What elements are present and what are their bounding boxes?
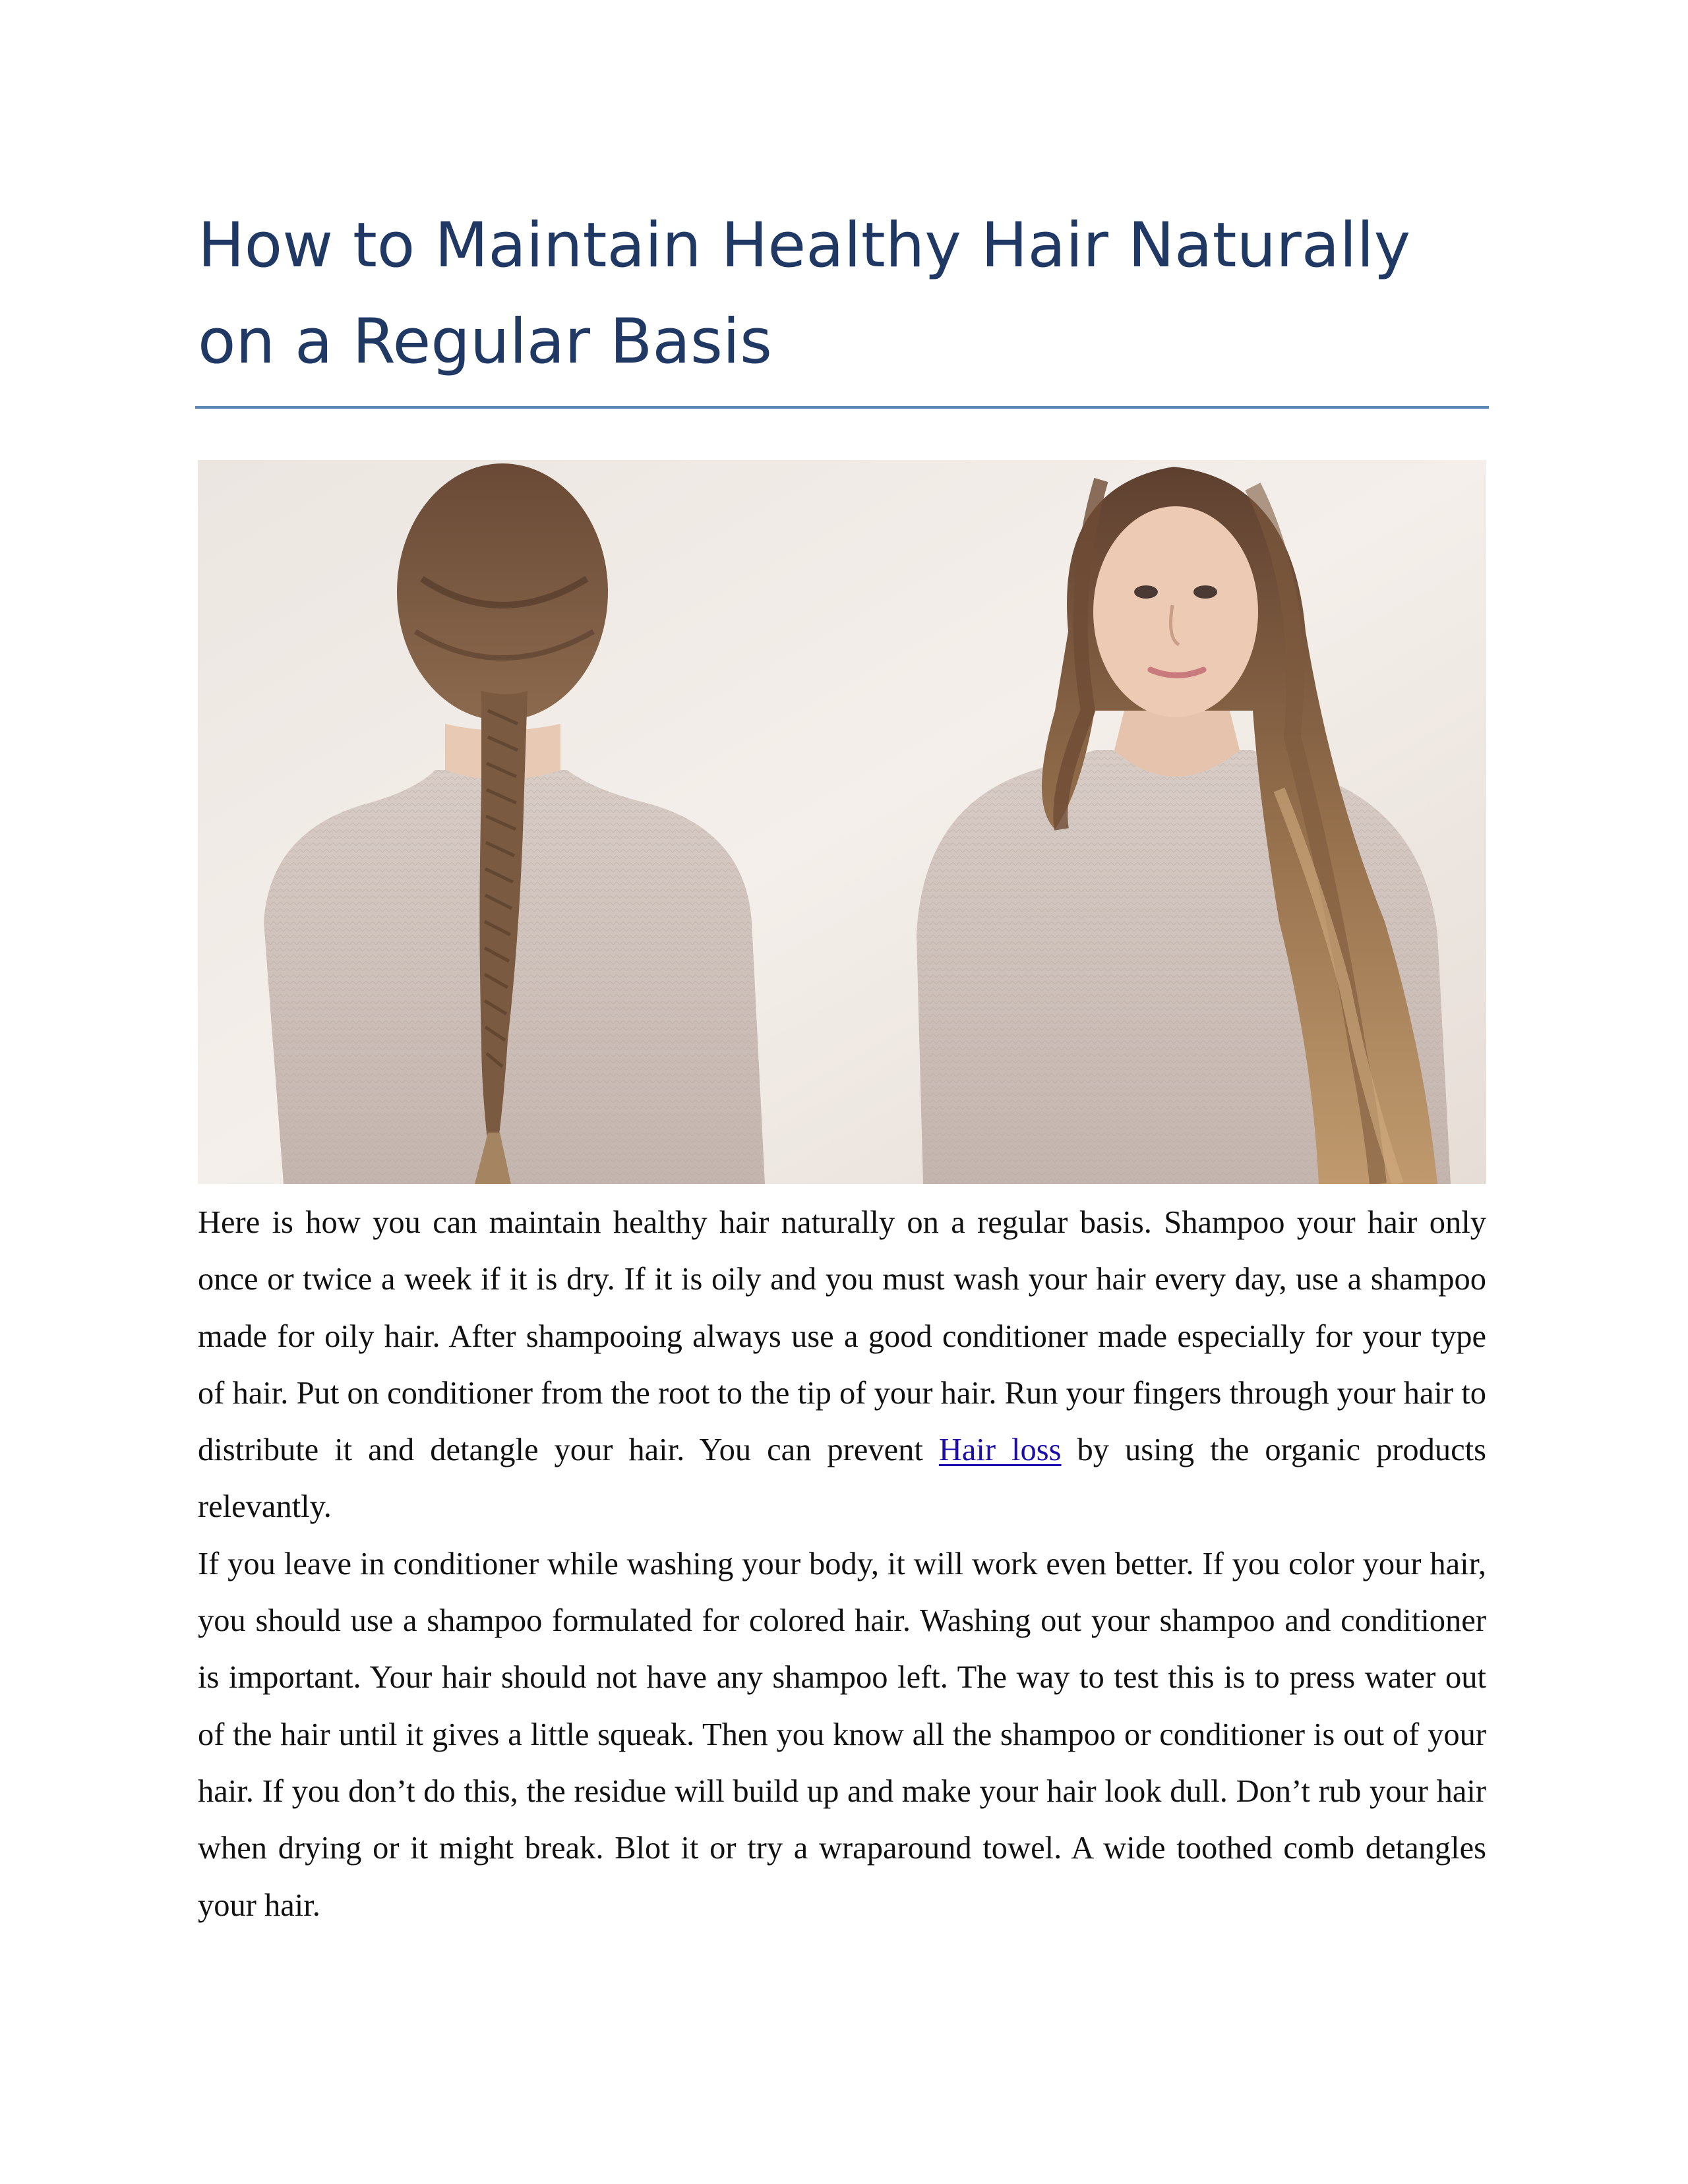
article-body (198, 1195, 1486, 1934)
hair-loss-link[interactable]: Hair loss (938, 1432, 1062, 1468)
page-title: How to Maintain Healthy Hair Naturally on a Regular Basis (198, 210, 1411, 378)
paragraph-1-text-end: by using the organic products relevantly. (198, 1432, 1487, 1525)
hair-photo (198, 460, 1486, 1184)
title-divider (195, 406, 1489, 409)
paragraph-1-text: Here is how you can maintain healthy hair naturally on a regular basis. Shampoo your hair only once or twice a week if it is dry. If it is oily and you must wash your hair every day, use a shampoo made for oily hair. After shampooing always use a good conditioner made especially for your type of hair. Put on conditioner from the root to the tip of your hair. Run your fingers through your hair to distribute it and detangle your hair. You can prevent (198, 1205, 1486, 1468)
paragraph-2: If you leave in conditioner while washing your body, it will work even better. If you color your hair, you should use a shampoo formulated for colored hair. Washing out your shampoo and conditioner is important. Your hair should not have any shampoo left. The way to test this is to press water out of the hair until it gives a little squeak. Then you know all the shampoo or conditioner is out of your hair. If you don’t do this, the residue will build up and make your hair look dull. Don’t rub your hair when drying or it might break. Blot it or try a wraparound towel. A wide toothed comb detangles your hair. (198, 1546, 1486, 1923)
paragraph-1 (198, 1195, 1486, 1536)
